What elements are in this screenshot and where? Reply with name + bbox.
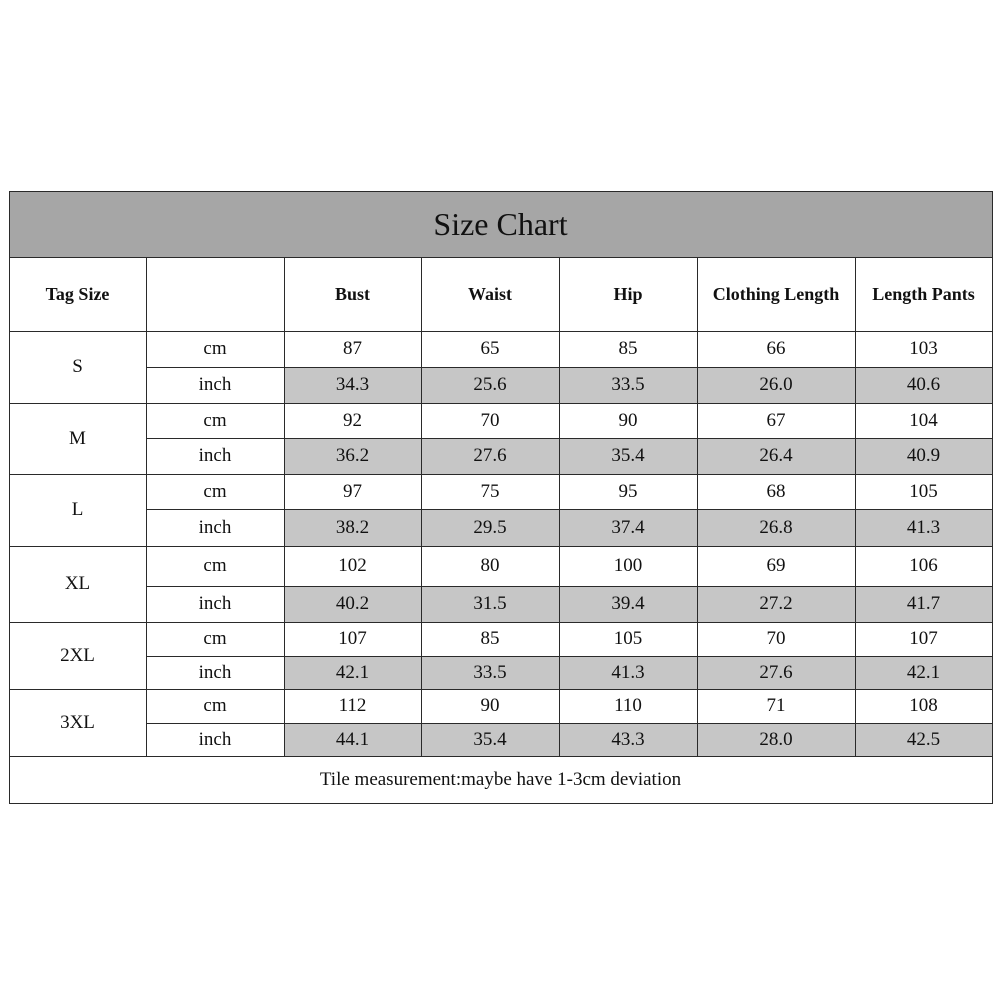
size-label: L <box>71 499 84 520</box>
size-label: XL <box>64 573 91 594</box>
grid-line <box>9 331 992 332</box>
waist-cm-value: 75 <box>480 480 500 502</box>
unit-label-inch: inch <box>198 728 232 750</box>
grid-line <box>559 257 560 756</box>
length-pants-cm-value: 107 <box>909 628 938 649</box>
clothing-length-cm-value: 71 <box>766 695 786 716</box>
bust-cm-value: 92 <box>343 409 362 431</box>
grid-line <box>421 257 422 756</box>
header-bust: Bust <box>334 283 370 304</box>
grid-line <box>9 689 992 690</box>
length-pants-inch-value: 40.6 <box>906 374 941 395</box>
unit-label-inch: inch <box>198 374 232 395</box>
grid-line <box>855 257 856 756</box>
waist-inch-value: 33.5 <box>473 661 507 683</box>
length-pants-inch-value: 42.5 <box>906 728 941 750</box>
clothing-length-inch-value: 26.0 <box>759 374 793 395</box>
clothing-length-cm-value: 66 <box>766 338 786 359</box>
waist-inch-value: 35.4 <box>473 728 507 750</box>
hip-inch-value: 35.4 <box>611 445 645 466</box>
grid-line <box>146 367 992 368</box>
unit-label-cm: cm <box>203 628 227 649</box>
grid-line <box>146 509 992 510</box>
grid-line <box>284 257 285 756</box>
grid-line <box>9 474 992 475</box>
hip-inch-value: 33.5 <box>611 374 645 395</box>
grid-line <box>146 656 992 657</box>
grid-line <box>146 257 147 756</box>
unit-label-inch: inch <box>198 445 232 466</box>
clothing-length-inch-value: 26.4 <box>759 445 793 466</box>
grid-line <box>146 438 992 439</box>
clothing-length-inch-value: 28.0 <box>759 728 793 750</box>
grid-line <box>697 257 698 756</box>
unit-label-inch: inch <box>198 593 232 614</box>
unit-label-cm: cm <box>203 480 227 502</box>
unit-label-cm: cm <box>203 695 227 716</box>
header-clothing-length: Clothing Length <box>712 283 840 304</box>
length-pants-inch-value: 42.1 <box>906 661 941 683</box>
grid-line <box>9 403 992 404</box>
bust-cm-value: 107 <box>338 628 367 649</box>
unit-label-inch: inch <box>198 661 232 683</box>
length-pants-cm-value: 103 <box>909 338 938 359</box>
grid-line <box>9 546 992 547</box>
grid-line <box>992 191 993 804</box>
bust-inch-value: 42.1 <box>335 661 370 683</box>
clothing-length-cm-value: 67 <box>766 409 786 431</box>
size-label: 2XL <box>60 644 95 666</box>
grid-line <box>9 803 993 804</box>
hip-inch-value: 37.4 <box>611 516 645 538</box>
waist-inch-value: 29.5 <box>473 516 507 538</box>
grid-line <box>9 622 992 623</box>
grid-line <box>146 723 992 724</box>
bust-inch-value: 36.2 <box>335 445 370 466</box>
bust-cm-value: 87 <box>343 338 362 359</box>
header-hip: Hip <box>613 283 643 304</box>
waist-cm-value: 90 <box>480 695 500 716</box>
bust-inch-value: 38.2 <box>335 516 370 538</box>
hip-cm-value: 100 <box>613 555 643 576</box>
hip-cm-value: 110 <box>614 695 642 716</box>
waist-inch-value: 31.5 <box>473 593 507 614</box>
length-pants-inch-value: 41.3 <box>906 516 941 538</box>
header-tag-size: Tag Size <box>45 283 110 304</box>
bust-cm-value: 97 <box>343 480 362 502</box>
clothing-length-cm-value: 68 <box>766 480 786 502</box>
unit-label-cm: cm <box>203 555 227 576</box>
waist-inch-value: 27.6 <box>473 445 507 466</box>
hip-cm-value: 90 <box>618 409 638 431</box>
hip-cm-value: 105 <box>613 628 643 649</box>
grid-line <box>9 191 993 192</box>
bust-inch-value: 34.3 <box>335 374 370 395</box>
bust-cm-value: 102 <box>338 555 367 576</box>
hip-inch-value: 43.3 <box>611 728 645 750</box>
unit-label-inch: inch <box>198 516 232 538</box>
header-length-pants: Length Pants <box>872 283 975 304</box>
hip-cm-value: 85 <box>618 338 638 359</box>
length-pants-inch-value: 41.7 <box>906 593 941 614</box>
length-pants-inch-value: 40.9 <box>906 445 941 466</box>
hip-inch-value: 39.4 <box>611 593 645 614</box>
size-label: S <box>72 356 83 377</box>
grid-line <box>9 257 992 258</box>
waist-inch-value: 25.6 <box>473 374 507 395</box>
length-pants-cm-value: 104 <box>909 409 938 431</box>
length-pants-cm-value: 105 <box>909 480 938 502</box>
grid-line <box>9 191 10 804</box>
waist-cm-value: 85 <box>480 628 500 649</box>
footnote: Tile measurement:maybe have 1-3cm deviation <box>319 768 682 790</box>
size-label: 3XL <box>60 711 95 733</box>
grid-line <box>9 756 992 757</box>
waist-cm-value: 65 <box>480 338 500 359</box>
clothing-length-cm-value: 70 <box>766 628 786 649</box>
grid-line <box>146 586 992 587</box>
bust-inch-value: 44.1 <box>335 728 370 750</box>
length-pants-cm-value: 108 <box>909 695 938 716</box>
table-title: Size Chart <box>9 191 992 257</box>
clothing-length-inch-value: 26.8 <box>759 516 793 538</box>
unit-label-cm: cm <box>203 338 227 359</box>
waist-cm-value: 70 <box>480 409 500 431</box>
hip-inch-value: 41.3 <box>611 661 645 683</box>
bust-cm-value: 112 <box>338 695 367 716</box>
bust-inch-value: 40.2 <box>335 593 370 614</box>
clothing-length-inch-value: 27.2 <box>759 593 793 614</box>
unit-label-cm: cm <box>203 409 227 431</box>
waist-cm-value: 80 <box>480 555 500 576</box>
header-waist: Waist <box>467 283 512 304</box>
size-label: M <box>69 427 86 449</box>
hip-cm-value: 95 <box>618 480 638 502</box>
clothing-length-cm-value: 69 <box>766 555 786 576</box>
header-unit <box>146 257 284 331</box>
clothing-length-inch-value: 27.6 <box>759 661 793 683</box>
length-pants-cm-value: 106 <box>909 555 938 576</box>
